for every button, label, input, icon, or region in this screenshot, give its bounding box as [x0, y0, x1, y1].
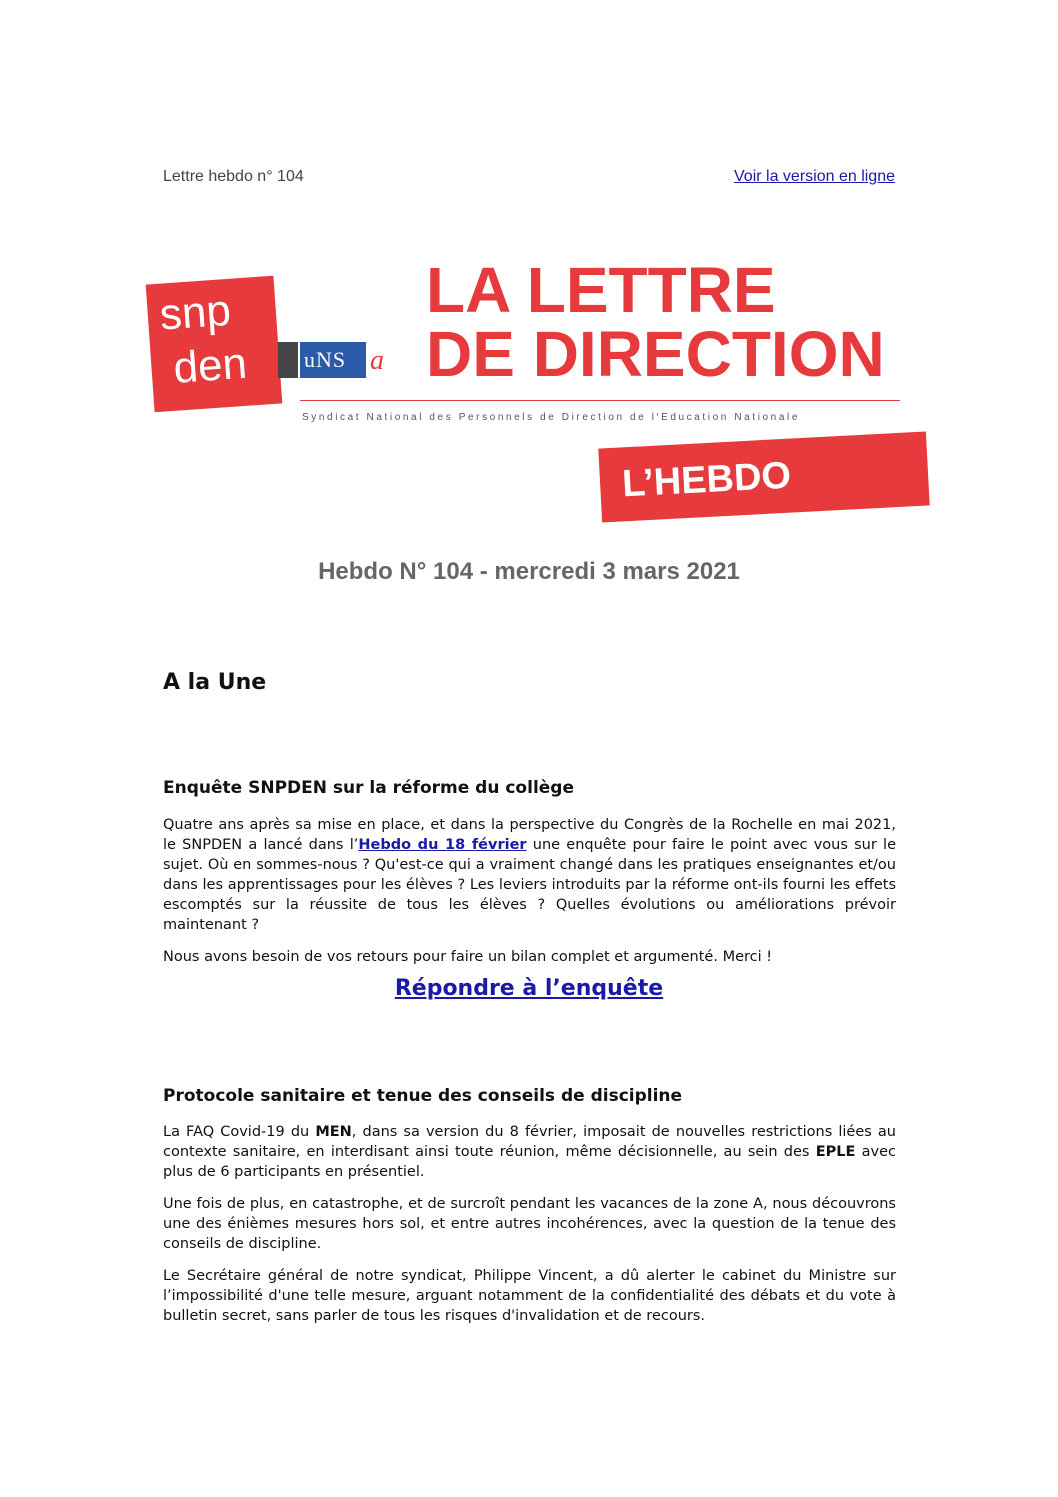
- article-paragraph: Nous avons besoin de vos retours pour faire un bilan complet et argumenté. Merci !: [163, 949, 773, 965]
- paragraph-text: avec plus de 6 participants en présentiel.: [163, 1144, 897, 1180]
- article-title: Enquête SNPDEN sur la réforme du collège: [163, 778, 574, 798]
- masthead-subtitle: Syndicat National des Personnels de Direction de l'Education Nationale: [302, 412, 800, 423]
- survey-link[interactable]: Répondre à l’enquête: [394, 976, 664, 1001]
- masthead-divider: [300, 400, 900, 401]
- logo-line1: snp: [158, 285, 233, 340]
- hebdo-badge: [598, 431, 929, 522]
- paragraph-text: La FAQ Covid-19 du: [163, 1124, 316, 1140]
- section-title: A la Une: [163, 670, 267, 695]
- masthead-title-line1: LA LETTRE: [426, 254, 776, 326]
- online-version-link[interactable]: Voir la version en ligne: [734, 168, 895, 185]
- issue-line: Hebdo N° 104 - mercredi 3 mars 2021: [318, 558, 740, 585]
- snpden-logo: [146, 276, 283, 413]
- survey-cta: [0, 976, 1058, 1001]
- paragraph-text: , dans sa version du 8 février, imposait de nouvelles restrictions liées au contexte sanitaire, en interdisant ainsi toute réunion, même décisionnelle, au sein des: [163, 1124, 896, 1160]
- paragraph-bold: EPLE: [815, 1144, 856, 1160]
- hebdo-18-fevrier-link[interactable]: Hebdo du 18 février: [358, 837, 527, 853]
- article-paragraph: Le Secrétaire général de notre syndicat, Philippe Vincent, a dû alerter le cabinet du Ministre sur l’impossibilité d'une telle mesure, arguant notamment de la confidentialité des débats et du vote à bulletin secret, sans parler de tous les risques d'invalidation et de recours.: [163, 1268, 896, 1324]
- unsa-logo-a: a: [370, 345, 384, 376]
- article-paragraph: Une fois de plus, en catastrophe, et de surcroît pendant les vacances de la zone A, nous découvrons une des énièmes mesures hors sol, et entre autres incohérences, avec la question de la tenue des conseils de discipline.: [163, 1196, 896, 1252]
- unsa-logo-text: uNS: [300, 342, 366, 378]
- article-paragraph: [163, 1122, 896, 1182]
- hebdo-badge-label: L’HEBDO: [621, 454, 792, 506]
- newsletter-issue-label: Lettre hebdo n° 104: [163, 168, 304, 185]
- article-title: Protocole sanitaire et tenue des conseils de discipline: [163, 1086, 683, 1106]
- article-body: [163, 815, 896, 979]
- masthead-title-line2: DE DIRECTION: [426, 318, 885, 390]
- masthead-title: [426, 254, 885, 390]
- paragraph-text: une enquête pour faire le point avec vous sur le sujet. Où en sommes-nous ? Qu'est-ce qui a vraiment changé dans les pratiques enseignantes et/ou dans les apprentissages pour les élèves ? Les leviers introduits par la réforme ont-ils fourni les effets escomptés sur la réussite de tous les élèves ? Quelles évolutions ou améliorations prévoir maintenant ?: [163, 837, 896, 933]
- unsa-logo: [278, 340, 400, 380]
- logo-line2: den: [171, 338, 249, 393]
- paragraph-bold: MEN: [315, 1124, 352, 1140]
- article-paragraph: [163, 815, 896, 935]
- paragraph-text: Quatre ans après sa mise en place, et dans la perspective du Congrès de la Rochelle en mai 2021, le SNPDEN a lancé dans l’: [163, 817, 896, 853]
- unsa-logo-bar: [278, 342, 298, 378]
- article-body: [163, 1122, 896, 1338]
